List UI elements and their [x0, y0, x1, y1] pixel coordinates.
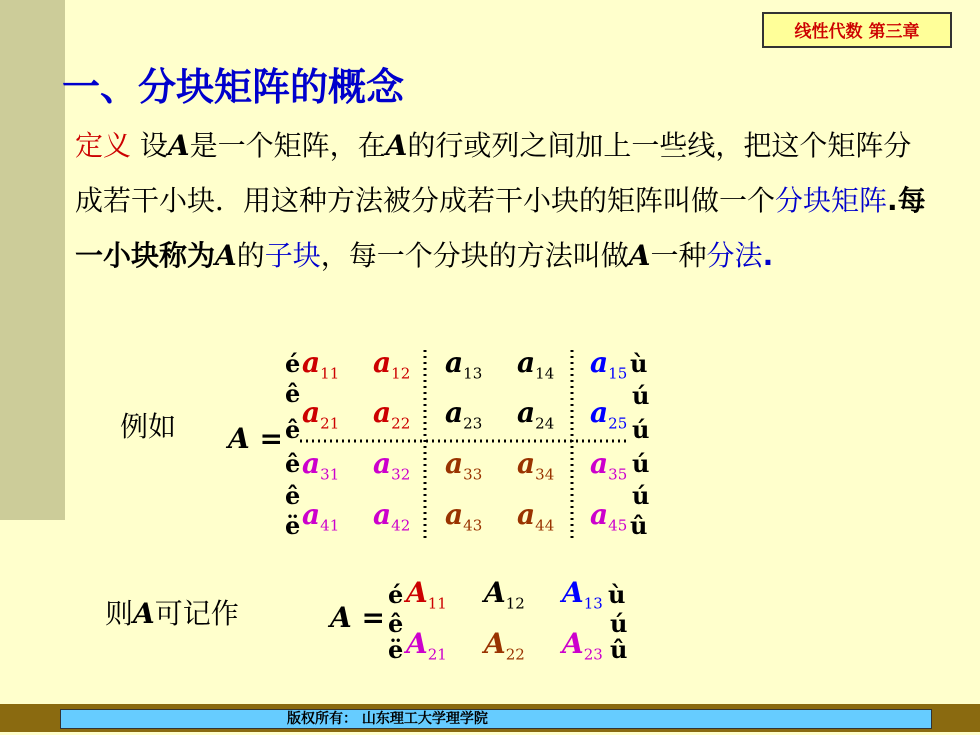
def-text-8: .: [762, 239, 774, 272]
matrix-entry: $a_{41}$: [302, 498, 340, 535]
block-left-bracket-mid: ê: [388, 609, 404, 638]
slide-title: 一、分块矩阵的概念: [62, 65, 405, 109]
block-right-bracket-bottom: û: [610, 635, 628, 664]
matrix-entry: $a_{11}$: [302, 346, 340, 383]
def-var-a: A: [628, 239, 651, 272]
left-bracket-mid: ê: [285, 415, 301, 444]
matrix-entry: $a_{31}$: [302, 447, 340, 484]
right-bracket-mid: ú: [632, 481, 650, 510]
term-block-matrix: 分块矩阵: [775, 184, 888, 217]
matrix-entry: $a_{22}$: [373, 396, 411, 433]
block-right-bracket-mid: ú: [610, 609, 628, 638]
right-bracket-top: ù: [630, 349, 648, 378]
def-text-2: 是一个矩阵，在: [189, 129, 386, 162]
matrix-entry: $a_{12}$: [373, 346, 411, 383]
def-text-7: 一种: [650, 239, 707, 272]
matrix-entry: $a_{45}$: [590, 498, 628, 535]
footer-inner: [60, 709, 932, 729]
block-entry: $A_{11}$: [406, 576, 447, 613]
left-bracket-bottom: ë: [285, 511, 301, 540]
block-entry: $A_{23}$: [562, 627, 603, 664]
left-bracket-top: é: [285, 349, 301, 378]
matrix-entry: $a_{32}$: [373, 447, 411, 484]
chapter-tag: 线性代数 第三章: [762, 12, 952, 48]
matrix-entry: $a_{15}$: [590, 346, 628, 383]
example-label: 例如: [120, 410, 177, 443]
matrix-lhs: A =: [228, 422, 283, 455]
right-bracket-bottom: û: [630, 511, 648, 540]
block-entry: $A_{22}$: [484, 627, 525, 664]
matrix-entry: $a_{23}$: [445, 396, 483, 433]
block-right-bracket-top: ù: [608, 580, 626, 609]
matrix-entry: $a_{13}$: [445, 346, 483, 383]
right-bracket-mid: ú: [632, 449, 650, 478]
right-bracket-mid: ú: [632, 381, 650, 410]
def-text-5: 的: [236, 239, 265, 272]
block-form-label: 则A可记作: [105, 597, 239, 630]
def-var-a: A: [167, 129, 190, 162]
matrix-entry: $a_{42}$: [373, 498, 411, 535]
block-entry: $A_{21}$: [406, 627, 447, 664]
matrix-entry: $a_{43}$: [445, 498, 483, 535]
definition-label: 定义: [75, 129, 132, 162]
def-text-1: 设: [131, 129, 168, 162]
def-var-a: A: [385, 129, 408, 162]
matrix-entry: $a_{25}$: [590, 396, 628, 433]
footer-copyright: 版权所有： 山东理工大学理学院: [287, 711, 488, 727]
def-var-a: A: [215, 239, 237, 272]
term-sub-block: 子块: [264, 239, 321, 272]
matrix-entry: $a_{33}$: [445, 447, 483, 484]
matrix-entry: $a_{34}$: [517, 447, 555, 484]
block-lhs: A =: [330, 601, 385, 634]
matrix-entry: $a_{44}$: [517, 498, 555, 535]
block-left-bracket-top: é: [388, 580, 404, 609]
matrix-entry: $a_{35}$: [590, 447, 628, 484]
block-entry: $A_{13}$: [562, 576, 603, 613]
footer-bar: [0, 700, 980, 735]
block-entry: $A_{12}$: [484, 576, 525, 613]
def-text-4: .每一小块称为: [75, 184, 926, 272]
left-bracket-mid: ê: [285, 379, 301, 408]
matrix-entry: $a_{21}$: [302, 396, 340, 433]
left-bracket-mid: ê: [285, 481, 301, 510]
block-left-bracket-bottom: ë: [388, 635, 404, 664]
def-text-6: ，每一个分块的方法叫做: [320, 239, 629, 272]
def-text-3: 的行或列之间加上一些线，把这个矩阵分成若干小块．用这种方法被分成若干小块的矩阵叫做一个: [75, 129, 912, 217]
right-bracket-mid: ú: [632, 415, 650, 444]
term-partition: 分法: [706, 239, 763, 272]
left-bracket-mid: ê: [285, 449, 301, 478]
matrix-entry: $a_{14}$: [517, 346, 555, 383]
matrix-entry: $a_{24}$: [517, 396, 555, 433]
